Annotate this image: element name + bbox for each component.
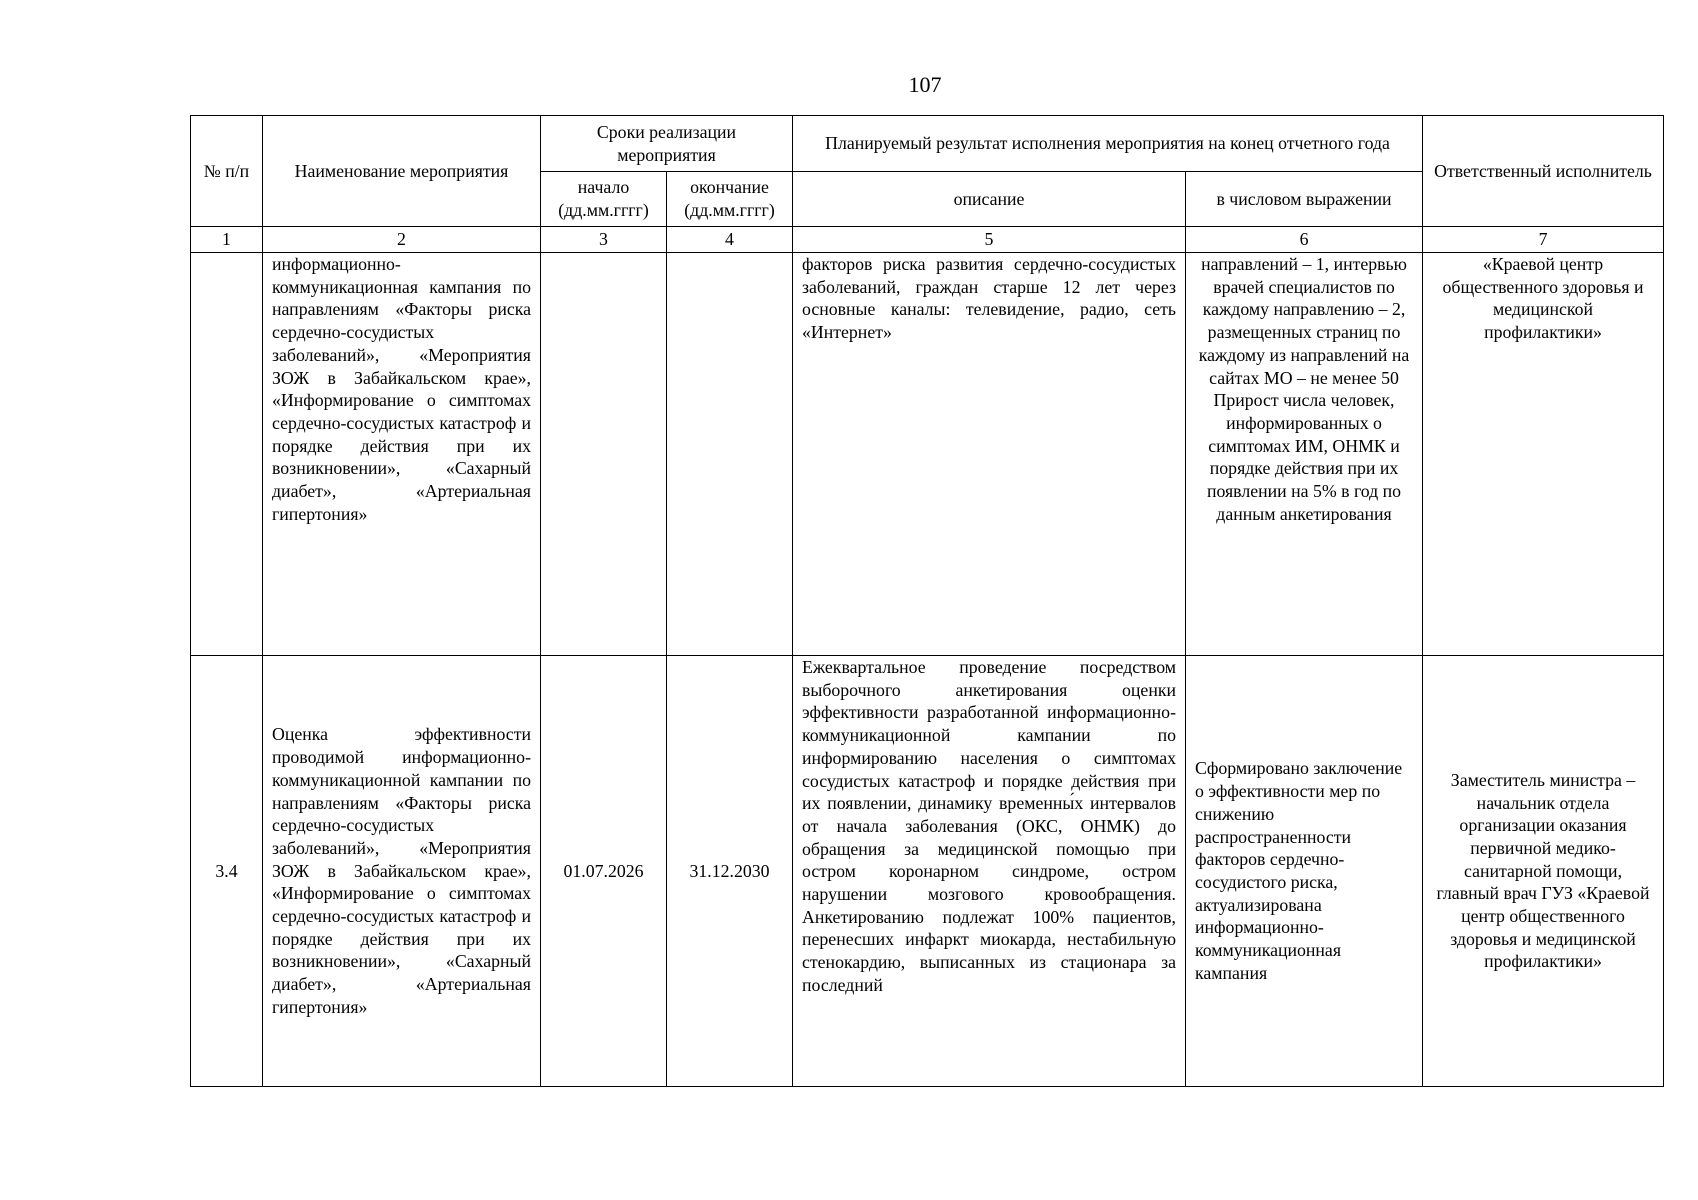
- cell-numeric: Сформировано заключение о эффективности мер по снижению распространенности факторов сердечно-сосудистого риска, актуализирована информационно-коммуникационная кампания: [1186, 656, 1423, 1087]
- header-numeric: в числовом выражении: [1186, 172, 1423, 227]
- column-number: 6: [1186, 227, 1423, 253]
- cell-description: факторов риска развития сердечно-сосудистых заболеваний, граждан старше 12 лет через основные каналы: телевидение, радио, сеть «Интернет»: [793, 253, 1186, 656]
- cell-start: [541, 253, 667, 656]
- page-number: 107: [908, 72, 942, 97]
- header-period: Сроки реализации мероприятия: [541, 116, 793, 172]
- cell-numeric: направлений – 1, интервью врачей специалистов по каждому направлению – 2, размещенных страниц по каждому из направлений на сайтах МО – не менее 50 Прирост числа человек, информированных о симптомах ИМ, ОНМК и порядке действия при их появлении на 5% в год по данным анкетирования: [1186, 253, 1423, 656]
- header-description: описание: [793, 172, 1186, 227]
- header-num: № п/п: [191, 116, 263, 227]
- header-name: Наименование мероприятия: [263, 116, 541, 227]
- cell-responsible: Заместитель министра – начальник отдела организации оказания первичной медико-санитарной помощи, главный врач ГУЗ «Краевой центр общественного здоровья и медицинской профилактики»: [1423, 656, 1664, 1087]
- header-start: начало (дд.мм.гггг): [541, 172, 667, 227]
- header-responsible: Ответственный исполнитель: [1423, 116, 1664, 227]
- cell-end: [667, 253, 793, 656]
- column-number: 2: [263, 227, 541, 253]
- column-number: 4: [667, 227, 793, 253]
- header-end: окончание (дд.мм.гггг): [667, 172, 793, 227]
- cell-description: Ежеквартальное проведение посредством выборочного анкетирования оценки эффективности разработанной информационно-коммуникационной кампании по информированию населения о симптомах сосудистых катастроф и порядке действия при их появлении, динамику временны́х интервалов от начала заболевания (ОКС, ОНМК) до обращения за медицинской помощью при остром коронарном синдроме, остром нарушении мозгового кровообращения. Анкетированию подлежат 100% пациентов, перенесших инфаркт миокарда, нестабильную стенокардию, выписанных из стационара за последний: [793, 656, 1186, 1087]
- column-number: 3: [541, 227, 667, 253]
- column-number: 7: [1423, 227, 1664, 253]
- header-result: Планируемый результат исполнения мероприятия на конец отчетного года: [793, 116, 1423, 172]
- header-row-1: [191, 116, 1664, 172]
- column-number-row: [191, 227, 1664, 253]
- cell-num: [191, 253, 263, 656]
- column-number: 5: [793, 227, 1186, 253]
- cell-num: 3.4: [191, 656, 263, 1087]
- plan-table: [190, 115, 1664, 1087]
- table-row: [191, 253, 1664, 656]
- column-number: 1: [191, 227, 263, 253]
- cell-name: Оценка эффективности проводимой информационно-коммуникационной кампании по направлениям «Факторы риска сердечно-сосудистых заболеваний», «Мероприятия ЗОЖ в Забайкальском крае», «Информирование о симптомах сердечно-сосудистых катастроф и порядке действия при их возникновении», «Сахарный диабет», «Артериальная гипертония»: [263, 656, 541, 1087]
- cell-start: 01.07.2026: [541, 656, 667, 1087]
- table-row: [191, 656, 1664, 1087]
- cell-end: 31.12.2030: [667, 656, 793, 1087]
- cell-name: информационно-коммуникационная кампания по направлениям «Факторы риска сердечно-сосудистых заболеваний», «Мероприятия ЗОЖ в Забайкальском крае», «Информирование о симптомах сердечно-сосудистых катастроф и порядке действия при их возникновении», «Сахарный диабет», «Артериальная гипертония»: [263, 253, 541, 656]
- cell-responsible: «Краевой центр общественного здоровья и медицинской профилактики»: [1423, 253, 1664, 656]
